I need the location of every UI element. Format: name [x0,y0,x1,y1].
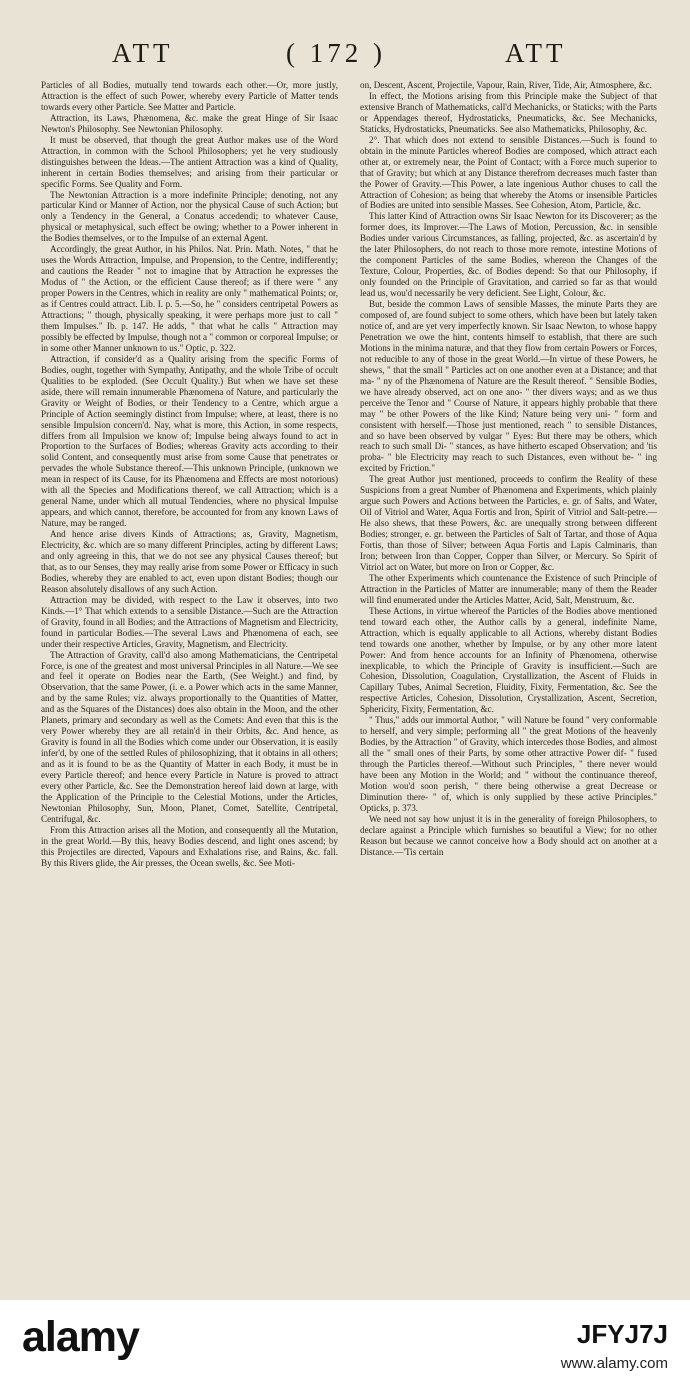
paragraph: In effect, the Motions arising from this Principle make the Subject of that extensive Branch of Mathematicks, call'd Mechanicks, or Staticks; with the Parts or Appendages thereof, Hydrostaticks, Pneumaticks, &c. See Mechanicks, Staticks, Hydrostaticks, Pneumaticks. See also Mathematicks, Philosophy, &c. [360,90,657,134]
paragraph: " Thus," adds our immortal Author, " will Nature be found " very conformable to herself, and very simple; performing all " the great Motions of the heavenly Bodies, by the Attraction " of Gravity, which intercedes those Bodies, and almost all the " small ones of their Parts, by some other attractive Power dif- " fused through the Particles thereof.—Without such Principles, " there never would have been any Motion in the World; and " without the continuance thereof, Motion wou'd soon perish, " there being otherwise a great Decrease or Diminution there- " of, which is only supplied by these active Principles." Opticks, p. 373. [360,715,657,813]
paragraph: The great Author just mentioned, proceeds to confirm the Reality of these Suspicions from a great Number of Phænomena and Experiments, which plainly argue such Powers and Actions between the Particles, e. gr. of Salts, and Water, Oil of Vitriol and Water, Aqua Fortis and Iron, Spirit of Vitriol and Salt-petre.—He also shews, that these Powers, &c. are unequally strong between different Bodies; stronger, e. gr. between the Particles of Salt of Tartar, and those of Aqua Fortis, than those of Silver; between Aqua Fortis and Lapis Calminaris, than Iron; between Iron than Copper, Copper than Silver, or Mercury. So Spirit of Vitriol act on Water, but more on Iron or Copper, &c. [360,474,657,572]
left-column [41,80,338,1280]
paragraph: From this Attraction arises all the Motion, and consequently all the Mutation, in the great World.—By this, heavy Bodies descend, and light ones ascend; by this Projectiles are directed, Vapours and Exhalations rise, and Rains, &c. fall. By this Rivers glide, the Air presses, the Ocean swells, &c. See Moti- [41,824,338,868]
header-left-word: ATT [112,38,174,68]
paragraph: The other Experiments which countenance the Existence of such Principle of Attraction in the Particles of Matter are innumerable; many of them the Reader will find enumerated under the Articles Matter, Acid, Salt, Menstruum, &c. [360,572,657,605]
paragraph: Attraction may be divided, with respect to the Law it observes, into two Kinds.—1° That which extends to a sensible Distance.—Such are the Attraction of Gravity, found in all Bodies; and the Attractions of Magnetism and Electricity, found in particular Bodies.—The several Laws and Phænomena of each, see under their respective Articles, Gravity, Magnetism, and Electricity. [41,594,338,649]
paragraph: We need not say how unjust it is in the generality of foreign Philosophers, to declare against a Principle which furnishes so beautiful a View; for no other Reason but because we cannot conceive how a Body should act on another at a Distance.—'Tis certain [360,813,657,857]
image-id: JFYJ7J [576,1319,668,1349]
paragraph: Particles of all Bodies, mutually tend towards each other.—Or, more justly, Attraction is the effect of such Power, whereby every Particle of Matter tends towards every other Particle. See Matter and Particle. [41,80,338,112]
paragraph: It must be observed, that though the great Author makes use of the Word Attraction, in common with the School Philosophers; yet he very studiously distinguishes between the Ideas.—The antient Attraction was a kind of Quality, inherent in certain Bodies themselves; and arising from their particular or specific Forms. See Quality and Form. [41,134,338,189]
page-header [0,38,690,78]
paragraph: The Attraction of Gravity, call'd also among Mathematicians, the Centripetal Force, is one of the greatest and most universal Principles in all Nature.—We see and feel it operate on Bodies near the Earth, (See Weight.) and find, by Observation, that the same Power, (i. e. a Power which acts in the same Manner, and by the same Rules; viz. always proportionally to the Quantities of Matter, and as the Squares of the Distances) does also obtain in the Moon, and the other Planets, primary and secondary as well as the Comets: And even that this is the very Power whereby they are all retain'd in their Orbits, &c. And hence, as Gravity is found in all the Bodies which come under our Observation, it is easily infer'd, by one of the settled Rules of philosophizing, that it obtains in all others; and as it is found to be as the Quantity of Matter in each Body, it must be in every Particle thereof; and hence every Particle in Nature is proved to attract every other Particle, &c. See the Demonstration hereof laid down at large, with the Application of the Principle to the Celestial Motions, under the Articles, Newtonian Philosophy, Sun, Moon, Planet, Comet, Satellite, Centripetal, Centrifugal, &c. [41,649,338,824]
right-column [360,80,657,1280]
paragraph: Attraction, if consider'd as a Quality arising from the specific Forms of Bodies, ought, together with Sympathy, Antipathy, and the whole Tribe of occult Qualities to be exploded. (See Occult Quality.) But when we have set these aside, there will remain innumerable Phænomena of Nature, and particularly the Gravity or Weight of Bodies, or their Tendency to a Centre, which argue a Principle of Action seemingly distinct from Impulse; where, at least, there is no sensible Impulsion concern'd. Nay, what is more, this Action, in some respects, differs from all Impulsion we know of; Impulse being always found to act in Proportion to the Surfaces of Bodies; whereas Gravity acts according to their solid Content, and consequently must arise from some Cause that penetrates or pervades the whole Substance thereof.—This unknown Principle, (unknown we mean in respect of its Cause, for its Phænomena and Effects are most notorious) with all the Species and Modifications thereof, we call Attraction; which is a general Name, under which all mutual Tendencies, where no physical Impulse appears, and which cannot, therefore, be accounted for from any known Laws of Nature, may be ranged. [41,353,338,529]
paragraph: on, Descent, Ascent, Projectile, Vapour, Rain, River, Tide, Air, Atmosphere, &c. [360,80,652,90]
paragraph: Accordingly, the great Author, in his Philos. Nat. Prin. Math. Notes, " that he uses the Words Attraction, Impulse, and Propension, to the Centre, indifferently; and cautions the Reader " not to imagine that by Attraction he expresses the Modus of " the Action, or the efficient Cause thereof; as if there were " any proper Powers in the Centres, which in reality are only " mathematical Points; or, as if Centres could attract. Lib. I. p. 5.—So, he " considers centripetal Powers as Attractions; " though, physically speaking, it were perhaps more just to call " them Impulses." Ib. p. 147. He adds, " that what he calls " Attraction may possibly be effected by Impulse, though not a " common or corporeal Impulse; or in some other Manner unknown to us." Optic, p. 322. [41,244,338,353]
paragraph: This latter Kind of Attraction owns Sir Isaac Newton for its Discoverer; as the former does, its Improver.—The Laws of Motion, Percussion, &c. in sensible Bodies under various Circumstances, as falling, projected, &c. as ascertain'd by the later Philosophers, do not reach to those more remote, intestine Motions of the component Particles of the same Bodies, whereon the Changes of the Texture, Colour, Properties, &c. of Bodies depend: So that our Philosophy, if only founded on the Principle of Gravitation, and carried so far as that would lead us, wou'd necessarily be very deficient. See Light, Colour, &c. [360,211,657,299]
page-number: ( 172 ) [286,38,386,68]
paragraph: And hence arise divers Kinds of Attractions; as, Gravity, Magnetism, Electricity, &c. which are so many different Principles, acting by different Laws; and only agreeing in this, that we do not see any physical Causes thereof; but that, as to our Senses, they may really arise from some Power or Efficacy in such Bodies, whereby they are enabled to act, even upon distant Bodies; though our Reason absolutely disallows of any such Action. [41,529,338,594]
paragraph: 2°. That which does not extend to sensible Distances.—Such is found to obtain in the minute Particles whereof Bodies are composed, which attract each other at, or extremely near, the Point of Contact; with a Force much superior to that of Gravity; but which at any Distance therefrom decreases much faster than the Power of Gravity.—This Power, a late ingenious Author chuses to call the Attraction of Cohesion; as being that whereby the Atoms or insensible Particles of Bodies are united into sensible Masses. See Cohesion, Atom, Particle, &c. [360,134,657,211]
header-right-word: ATT [505,38,567,68]
paragraph: The Newtonian Attraction is a more indefinite Principle; denoting, not any particular Kind or Manner of Action, nor the physical Cause of such Action; but only a Tendency in the General, a Conatus accedendi; to whatever Cause, physical or metaphysical, such effect be owing; whether to a Power inherent in the Bodies themselves, or to the Impulse of an external Agent. [41,189,338,244]
paragraph: Attraction, its Laws, Phænomena, &c. make the great Hinge of Sir Isaac Newton's Philosophy. See Newtonian Philosophy. [41,112,338,134]
paragraph: But, beside the common Laws of sensible Masses, the minute Parts they are composed of, are found subject to some others, which have been but lately taken notice of, and are yet very imperfectly known. Sir Isaac Newton, to whose happy Penetration we owe the hint, contents himself to establish, that there are such Motions in the minima naturæ, and that they flow from certain Powers or Forces, not reducible to any of those in the great World.—In virtue of these Powers, he shews, " that the small " Particles act on one another even at a Distance; and that ma- " ny of the Phænomena of Nature are the Result thereof. " Sensible Bodies, we have already observed, act on one ano- " ther divers ways; and as we thus perceive the Tenor and " Course of Nature, it appears highly probable that there may " be other Powers of the like Kind; Nature being very uni- " form and consistent with herself.—Those just mentioned, reach " to sensible Distances, and so have been observed by vulgar " Eyes: But there may be others, which reach to such small Di- " stances, as have hitherto escaped Observation; and 'tis proba- " ble Electricity may reach to such Distances, even without be- " ing excited by Friction." [360,299,657,474]
alamy-logo: alamy [22,1313,139,1361]
watermark-url: www.alamy.com [560,1355,668,1372]
paragraph: These Actions, in virtue whereof the Particles of the Bodies above mentioned tend toward each other, the Author calls by a general, indefinite Name, Attraction, which is equally applicable to all Actions, whereby distant Bodies tend towards one another, whether by Impulse, or by any other more latent Power: And from hence accounts for an Infinity of Phænomena, otherwise inexplicable, to which the Principle of Gravity is insufficient.—Such are Cohesion, Dissolution, Coagulation, Crystallization, the Ascent of Fluids in Capillary Tubes, Animal Secretion, Fluidity, Fixity, Fermentation, &c. See the respective Articles, Cohesion, Dissolution, Crystallization, Ascent, Secretion, Sphericity, Fixity, Fermentation, &c. [360,605,657,715]
